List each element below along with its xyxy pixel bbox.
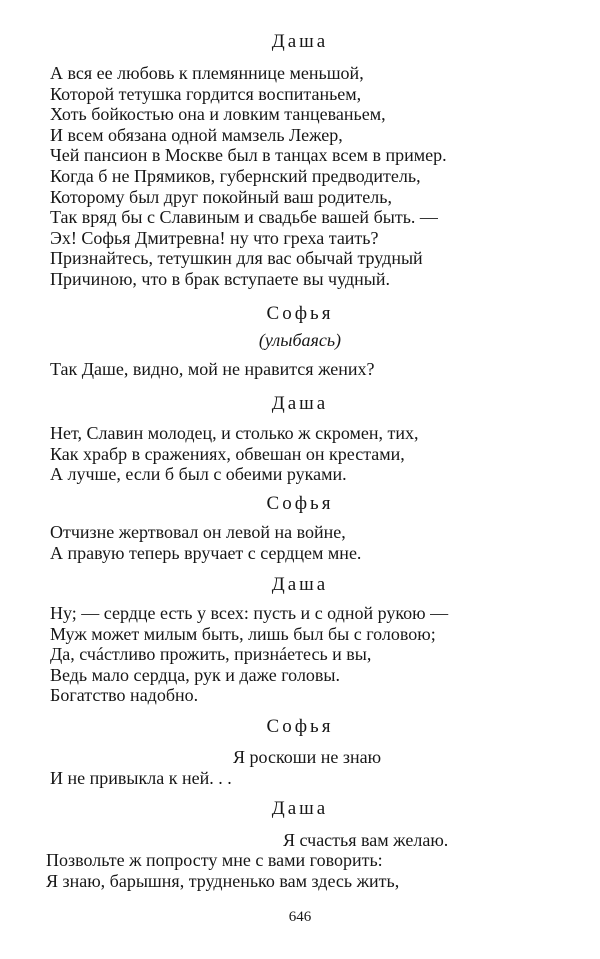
stage-direction: (улыбаясь) [258,330,342,350]
verse-line: Как храбр в сражениях, обвешан он крестами, [50,443,405,464]
verse-line: И всем обязана одной мамзель Лежер, [50,124,343,145]
verse-line: Отчизне жертвовал он левой на войне, [50,522,346,542]
verse-line: Хоть бойкостью она и ловким танцеваньем, [50,104,386,125]
verse-block [50,63,580,290]
verse-line: Богатство надобно. [50,685,199,706]
verse-line: Которому был друг покойный ваш родитель, [50,186,392,207]
verse-block [46,850,576,891]
speaker-name: Софья [266,493,334,514]
speaker-name: Софья [266,303,334,324]
verse-line: Когда б не Прямиков, губернский предводитель, [50,165,421,186]
speaker-name: Софья [266,716,334,737]
verse-line: Ведь мало сердца, рук и даже головы. [50,664,341,685]
speaker-name: Даша [271,393,329,414]
verse-line: Признайтесь, тетушкин для вас обычай трудный [50,248,423,269]
verse-block [50,522,580,563]
verse-line: Нет, Славин молодец, и столько ж скромен, тих, [50,423,419,443]
verse-line: Да, счáстливо прожить, признáетесь и вы, [50,644,372,665]
verse-line: Так Даше, видно, мой не нравится жених? [50,359,375,379]
verse-line: Которой тетушка гордится воспитаньем, [50,83,362,104]
verse-line: Эх! Софья Дмитревна! ну что греха таить? [50,227,379,248]
verse-block [50,423,580,485]
verse-line: А правую теперь вручает с сердцем мне. [50,542,362,563]
speaker-name: Даша [271,798,329,819]
verse-line-continued: Я роскоши не знаю [233,747,382,767]
verse-block [50,603,580,706]
verse-line: А лучше, если б был с обеими руками. [50,464,347,485]
verse-line: Муж может милым быть, лишь был бы с головою; [50,623,436,644]
page-number: 646 [288,909,312,925]
verse-line: Причиною, что в брак вступаете вы чудный. [50,268,390,289]
verse-block [50,359,580,380]
verse-line: А вся ее любовь к племяннице меньшой, [50,63,364,83]
verse-line: Чей пансион в Москве был в танцах всем в пример. [50,145,447,166]
verse-line: Я знаю, барышня, трудненько вам здесь жить, [46,870,400,891]
verse-line: И не привыкла к ней. . . [50,768,232,788]
verse-line: Позвольте ж попросту мне с вами говорить: [46,850,383,870]
verse-line: Ну; — сердце есть у всех: пусть и с одной рукою — [50,603,449,623]
verse-line: Так вряд бы с Славиным и свадьбе вашей быть. — [50,207,438,228]
speaker-name: Даша [271,31,329,52]
speaker-name: Даша [271,574,329,595]
verse-line-continued: Я счастья вам желаю. [283,830,449,850]
